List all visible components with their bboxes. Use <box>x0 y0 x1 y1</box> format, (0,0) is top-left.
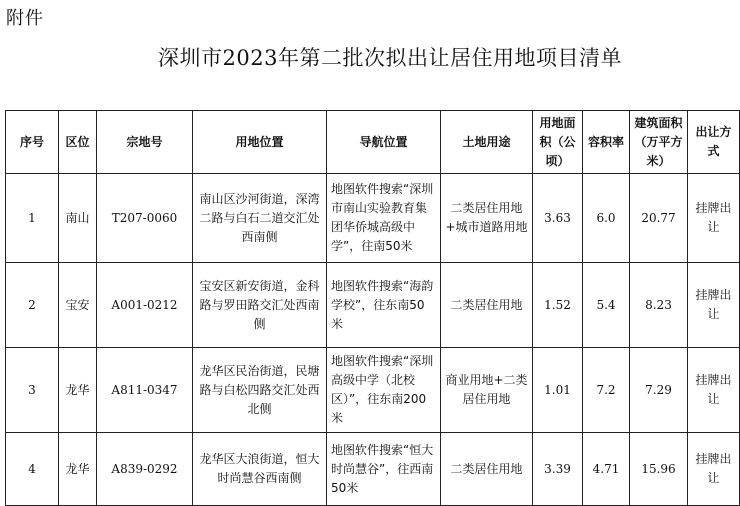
cell-district: 南山 <box>59 174 97 263</box>
cell-floor-area: 7.29 <box>630 348 688 433</box>
cell-seq: 4 <box>6 433 59 506</box>
cell-seq: 2 <box>6 263 59 348</box>
cell-location: 宝安区新安街道，金科路与罗田路交汇处西南侧 <box>193 263 327 348</box>
cell-navigation: 地图软件搜索“深圳市南山实验教育集团华侨城高级中学”，往南50米 <box>327 174 441 263</box>
header-location: 用地位置 <box>193 111 327 174</box>
cell-land-use: 二类居住用地+城市道路用地 <box>441 174 533 263</box>
cell-far: 4.71 <box>583 433 630 506</box>
header-parcel: 宗地号 <box>97 111 193 174</box>
cell-seq: 3 <box>6 348 59 433</box>
cell-land-use: 二类居住用地 <box>441 433 533 506</box>
header-seq: 序号 <box>6 111 59 174</box>
cell-method: 挂牌出让 <box>688 174 740 263</box>
cell-navigation: 地图软件搜索“恒大时尚慧谷”，往西南50米 <box>327 433 441 506</box>
cell-floor-area: 8.23 <box>630 263 688 348</box>
cell-method: 挂牌出让 <box>688 348 740 433</box>
cell-far: 6.0 <box>583 174 630 263</box>
header-floor-area: 建筑面积（万平方米） <box>630 111 688 174</box>
cell-parcel: A839-0292 <box>97 433 193 506</box>
header-land-use: 土地用途 <box>441 111 533 174</box>
cell-area: 1.52 <box>533 263 583 348</box>
cell-location: 南山区沙河街道，深湾二路与白石二道交汇处西南侧 <box>193 174 327 263</box>
cell-seq: 1 <box>6 174 59 263</box>
cell-parcel: A001-0212 <box>97 263 193 348</box>
cell-method: 挂牌出让 <box>688 433 740 506</box>
cell-location: 龙华区大浪街道，恒大时尚慧谷西南侧 <box>193 433 327 506</box>
header-method: 出让方式 <box>688 111 740 174</box>
cell-area: 1.01 <box>533 348 583 433</box>
table-row <box>6 263 740 348</box>
cell-floor-area: 20.77 <box>630 174 688 263</box>
attachment-label: 附件 <box>6 8 44 29</box>
cell-far: 5.4 <box>583 263 630 348</box>
header-area: 用地面积（公顷） <box>533 111 583 174</box>
table-row <box>6 174 740 263</box>
cell-district: 龙华 <box>59 348 97 433</box>
cell-far: 7.2 <box>583 348 630 433</box>
land-list-table <box>5 110 740 506</box>
cell-land-use: 商业用地+二类居住用地 <box>441 348 533 433</box>
cell-location: 龙华区民治街道，民塘路与白松四路交汇处西北侧 <box>193 348 327 433</box>
header-far: 容积率 <box>583 111 630 174</box>
cell-area: 3.39 <box>533 433 583 506</box>
table-row <box>6 348 740 433</box>
cell-area: 3.63 <box>533 174 583 263</box>
cell-district: 龙华 <box>59 433 97 506</box>
header-navigation: 导航位置 <box>327 111 441 174</box>
cell-floor-area: 15.96 <box>630 433 688 506</box>
header-district: 区位 <box>59 111 97 174</box>
cell-district: 宝安 <box>59 263 97 348</box>
table-row <box>6 433 740 506</box>
cell-navigation: 地图软件搜索“深圳高级中学（北校区）”，往东南200米 <box>327 348 441 433</box>
cell-parcel: T207-0060 <box>97 174 193 263</box>
table-header-row <box>6 111 740 174</box>
cell-method: 挂牌出让 <box>688 263 740 348</box>
page-title: 深圳市2023年第二批次拟出让居住用地项目清单 <box>158 46 622 70</box>
cell-land-use: 二类居住用地 <box>441 263 533 348</box>
cell-parcel: A811-0347 <box>97 348 193 433</box>
cell-navigation: 地图软件搜索“海韵学校”，往东南50米 <box>327 263 441 348</box>
